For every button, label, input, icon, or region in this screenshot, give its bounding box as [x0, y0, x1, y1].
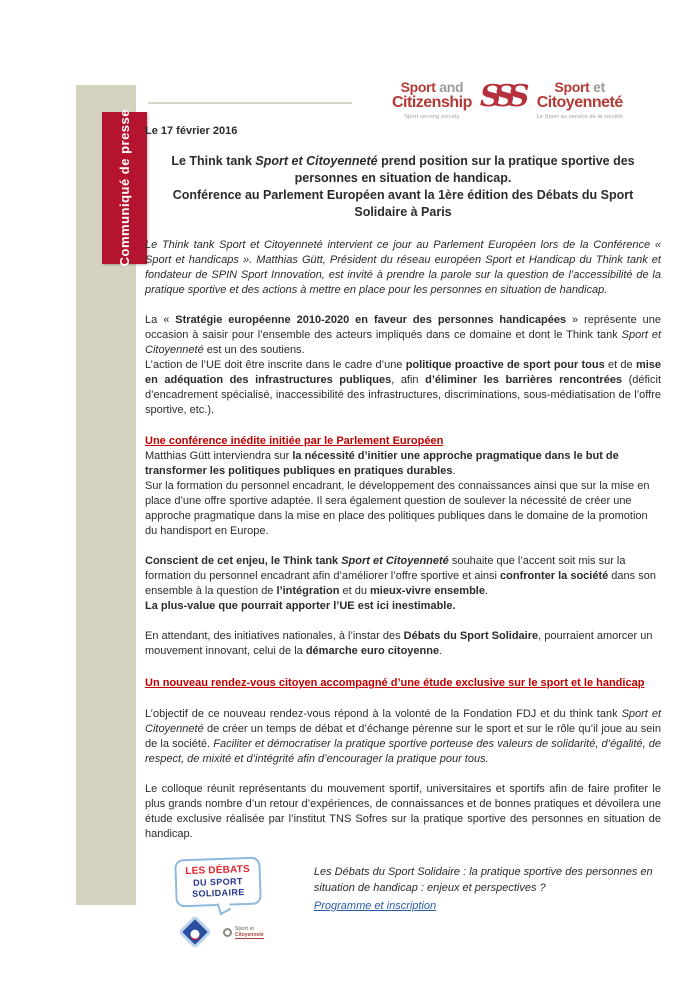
paragraph	[145, 449, 661, 479]
mini-ring-icon	[223, 928, 232, 937]
document-body	[145, 124, 661, 842]
programme-inscription-link[interactable]: Programme et inscription	[313, 900, 437, 912]
logo-fr-word-et: et	[593, 79, 605, 95]
text-run: Sur la formation du personnel encadrant, le développement des connaissances ainsi que sur la mise en place d’une offre sportive adaptée. Il sera également question de soulever la nécessité de créer une approche pragmatique dans la mise en place des politiques publiques dans le domaine de la promotion du handisport en Europe.	[145, 480, 650, 537]
section-heading	[145, 675, 661, 691]
text-run: .	[484, 585, 489, 597]
text-run: Sport et Citoyenneté	[145, 329, 661, 356]
logo-fr-tagline: Le Sport au service de la société	[536, 114, 623, 120]
event-caption: Les Débats du Sport Solidaire : la pratique sportive des personnes en situation de handicap : enjeux et perspectives ?	[313, 866, 653, 894]
press-release-banner	[102, 109, 147, 267]
logo-en-tagline: Sport serving society	[404, 114, 460, 120]
text-run: de créer un temps de débat et d’échange pérenne sur le sport et sur le rôle qu’il joue au sein de la société.	[145, 723, 661, 750]
logo-en-word-and: and	[439, 79, 464, 95]
text-run: souhaite que l’accent soit mis sur la formation du personnel encadrant afin d’améliorer l’offre sportive et ainsi	[145, 555, 626, 582]
paragraph	[145, 599, 661, 614]
logo-en-word-citizenship: Citizenship	[392, 94, 472, 111]
text-run: Le colloque réunit représentants du mouvement sportif, universitaires et sportifs afin de faire profiter le plus grands nombre d’un retour d’expériences, de connaissances et de bonnes pratiques et dévoilera une étude exclusive réalisée par l’institut TNS Sofres sur la pratique sportive des personnes en situation de handicap.	[145, 783, 661, 840]
text-run: politique proactive de sport pour tous	[405, 359, 605, 371]
footer	[145, 858, 661, 944]
text-run: Un nouveau rendez-vous citoyen accompagné d’une étude exclusive sur le sport et le handicap	[145, 677, 645, 689]
text-run: Conférence au Parlement Européen avant la 1ère édition des Débats du Sport Solidaire à Paris	[172, 188, 634, 219]
logo-en-word-sport: Sport	[400, 79, 436, 95]
fdj-diamond-logo	[178, 915, 212, 949]
text-run: Le 17 février 2016	[145, 125, 238, 137]
text-run: L’objectif de ce nouveau rendez-vous répond à la volonté de la Fondation FDJ et du think tank	[145, 708, 622, 720]
header-rule	[148, 102, 352, 104]
text-run: confronter la société	[500, 570, 609, 582]
text-run: La plus-value que pourrait apporter l’UE est ici inestimable.	[145, 600, 456, 612]
press-release-banner-label: Communiqué de presse	[117, 109, 132, 267]
text-run: Le Think tank Sport et Citoyenneté intervient ce jour au Parlement Européen lors de la Conférence « Sport et handicaps ». Matthias Gütt, Président du réseau européen Sport et Handicap du Think tank et fondateur de SPIN Sport Innovation, est invité à prendre la parole sur la question de l’accessibilité de la pratique sportive et des actions à mettre en place pour les personnes en situation de handicap.	[145, 239, 661, 296]
text-run: Matthias Gütt interviendra sur	[145, 450, 293, 462]
text-run: mise en adéquation des infrastructures publiques	[145, 359, 662, 386]
bubble-line-1: LES DÉBATS	[185, 863, 251, 878]
text-run: .	[439, 645, 443, 657]
text-run: la nécessité d’initier une approche pragmatique dans le but de transformer les politiques publiques en pratiques durables	[145, 450, 619, 477]
text-run: En attendant, des initiatives nationales, à l’instar des	[145, 630, 404, 642]
date-line	[145, 124, 661, 139]
text-run: Le Think tank	[171, 154, 256, 168]
bubble-line-3: SOLIDAIRE	[191, 887, 245, 899]
text-run: Faciliter et démocratiser la pratique sportive porteuse des valeurs de solidarité, d’égalité, de respect, de mixité et d’intégrité afin d’encourager la pratique pour tous.	[145, 738, 662, 765]
text-run: Sport et Citoyenneté	[341, 555, 449, 567]
text-run: démarche euro citoyenne	[305, 645, 440, 657]
mini-mark-line-1: Sport et	[235, 925, 254, 932]
footer-logos	[175, 858, 286, 944]
text-run: est un des soutiens.	[203, 344, 305, 356]
text-run: » représente une occasion à saisir pour l’ensemble des acteurs impliqués dans ce domaine et dont le Think tank	[145, 314, 661, 341]
sport-and-citizenship-logo	[392, 80, 472, 121]
text-run: L’action de l’UE doit être inscrite dans le cadre d’une	[145, 359, 406, 371]
text-run: , afin	[391, 374, 426, 386]
paragraph	[145, 707, 661, 767]
text-run: Stratégie européenne 2010-2020 en faveur des personnes handicapées	[175, 314, 567, 326]
text-run: Sport et Citoyenneté	[145, 708, 661, 735]
title-line-2	[145, 187, 661, 221]
text-run: Conscient de cet enjeu, le Think tank	[145, 555, 342, 567]
section-heading	[145, 433, 661, 449]
text-run: , pourraient amorcer un mouvement innovant, celui de la	[145, 630, 653, 657]
title-line-1	[145, 153, 661, 187]
text-run: Une conférence inédite initiée par le Parlement Européen	[145, 435, 444, 447]
paragraph	[145, 479, 661, 539]
text-run: .	[452, 465, 456, 477]
sport-et-citoyennete-logo	[537, 80, 623, 121]
text-run: dans son ensemble à la question de	[145, 570, 656, 597]
text-run: La «	[145, 314, 176, 326]
text-run: (déficit d’encadrement spécialisé, inaccessibilité des infrastructures, discriminations, sous-médiatisation de l’offre sportive, etc.).	[145, 374, 662, 416]
text-run: d’éliminer les barrières rencontrées	[425, 374, 623, 386]
text-run: et du	[339, 585, 371, 597]
paragraph	[145, 358, 661, 418]
sss-flame-icon: SSS	[479, 79, 523, 114]
text-run: mieux-vivre ensemble	[370, 585, 485, 597]
content-area	[145, 124, 661, 944]
paragraph	[145, 629, 661, 659]
bubble-line-2: DU SPORT	[192, 876, 244, 888]
debats-sport-solidaire-logo	[174, 857, 262, 908]
paragraph	[145, 782, 661, 842]
mini-mark-line-2: Citoyenneté	[235, 931, 264, 938]
logo-fr-word-citoyennete: Citoyenneté	[536, 94, 623, 111]
text-run: l’intégration	[276, 585, 340, 597]
header-logos	[392, 80, 662, 121]
paragraph	[145, 554, 661, 599]
text-run: Débats du Sport Solidaire	[403, 630, 539, 642]
paragraph	[145, 313, 661, 358]
text-run: prend position sur la pratique sportive des personnes en situation de handicap.	[294, 154, 635, 185]
intro-paragraph	[145, 238, 661, 298]
logo-fr-word-sport: Sport	[554, 79, 590, 95]
mini-sport-citoyennete-mark	[223, 926, 264, 939]
text-run: Sport et Citoyenneté	[255, 154, 378, 168]
text-run: et de	[604, 359, 636, 371]
